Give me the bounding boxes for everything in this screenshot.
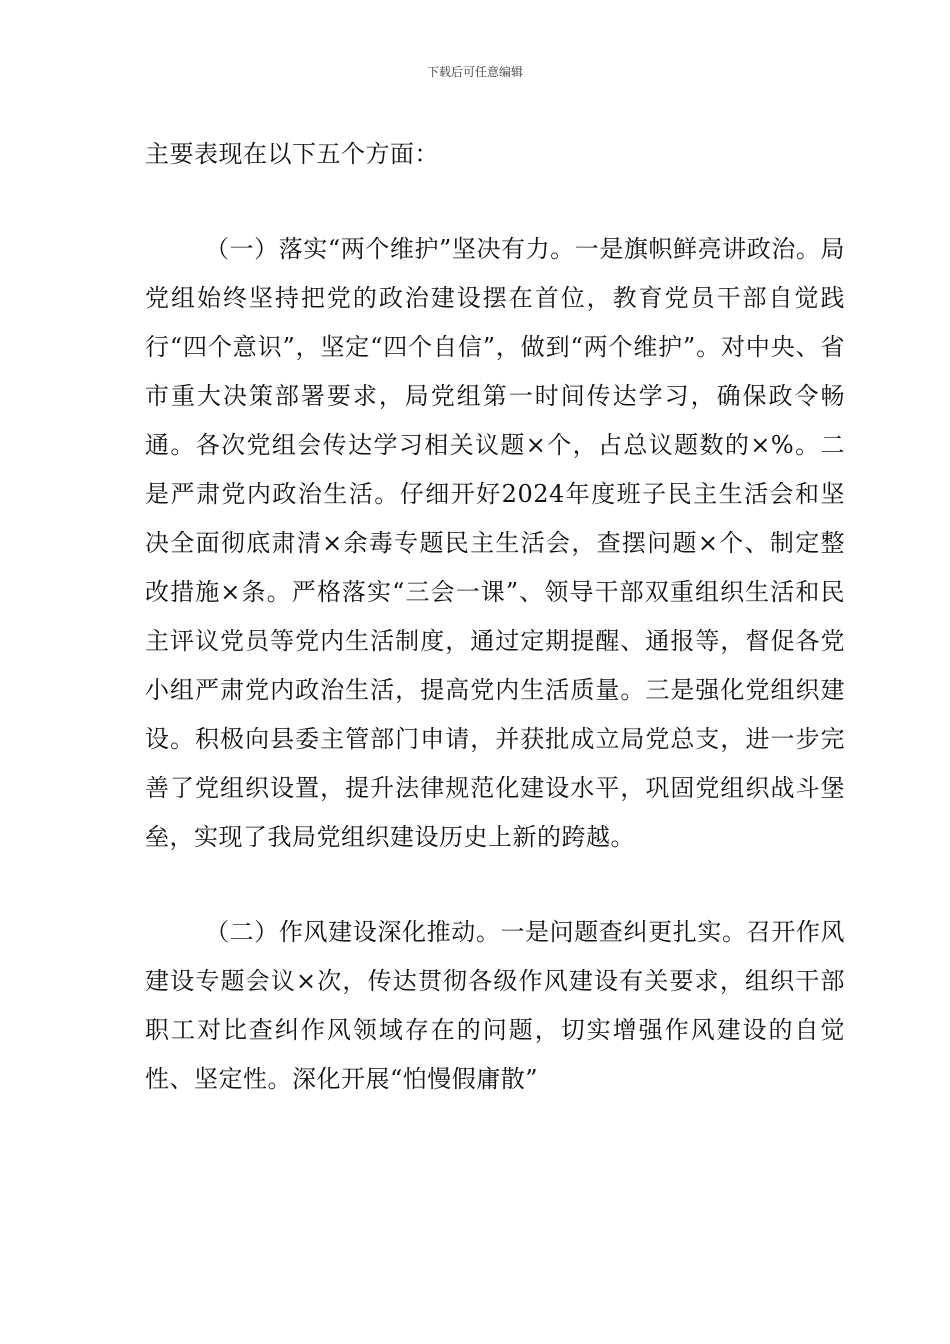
section-1-paragraph: （一）落实“两个维护”坚决有力。一是旗帜鲜亮讲政治。局党组始终坚持把党的政治建设摆在首位，教育党员干部自觉践行“四个意识”，坚定“四个自信”，做到“两个维护”。对中央、省市重大决策部署要求，局党组第一时间传达学习，确保政令畅通。各次党组会传达学习相关议题×个，占总议题数的×%。二是严肃党内政治生活。仔细开好2024年度班子民主生活会和坚决全面彻底肃清×余毒专题民主生活会，查摆问题×个、制定整改措施×条。严格落实“三会一课”、领导干部双重组织生活和民主评议党员等党内生活制度，通过定期提醒、通报等，督促各党小组严肃党内政治生活，提高党内生活质量。三是强化党组织建设。积极向县委主管部门申请，并获批成立局党总支，进一步完善了党组织设置，提升法律规范化建设水平，巩固党组织战斗堡垒，实现了我局党组织建设历史上新的跨越。 bbox=[145, 235, 845, 851]
document-body bbox=[145, 130, 845, 1104]
section-2-paragraph: （二）作风建设深化推动。一是问题查纠更扎实。召开作风建设专题会议×次，传达贯彻各级作风建设有关要求，组织干部职工对比查纠作风领域存在的问题，切实增强作风建设的自觉性、坚定性。深化开展“怕慢假庸散” bbox=[145, 918, 845, 1093]
page-header-note: 下载后可任意编辑 bbox=[426, 65, 523, 79]
intro-paragraph: 主要表现在以下五个方面： bbox=[145, 140, 439, 168]
